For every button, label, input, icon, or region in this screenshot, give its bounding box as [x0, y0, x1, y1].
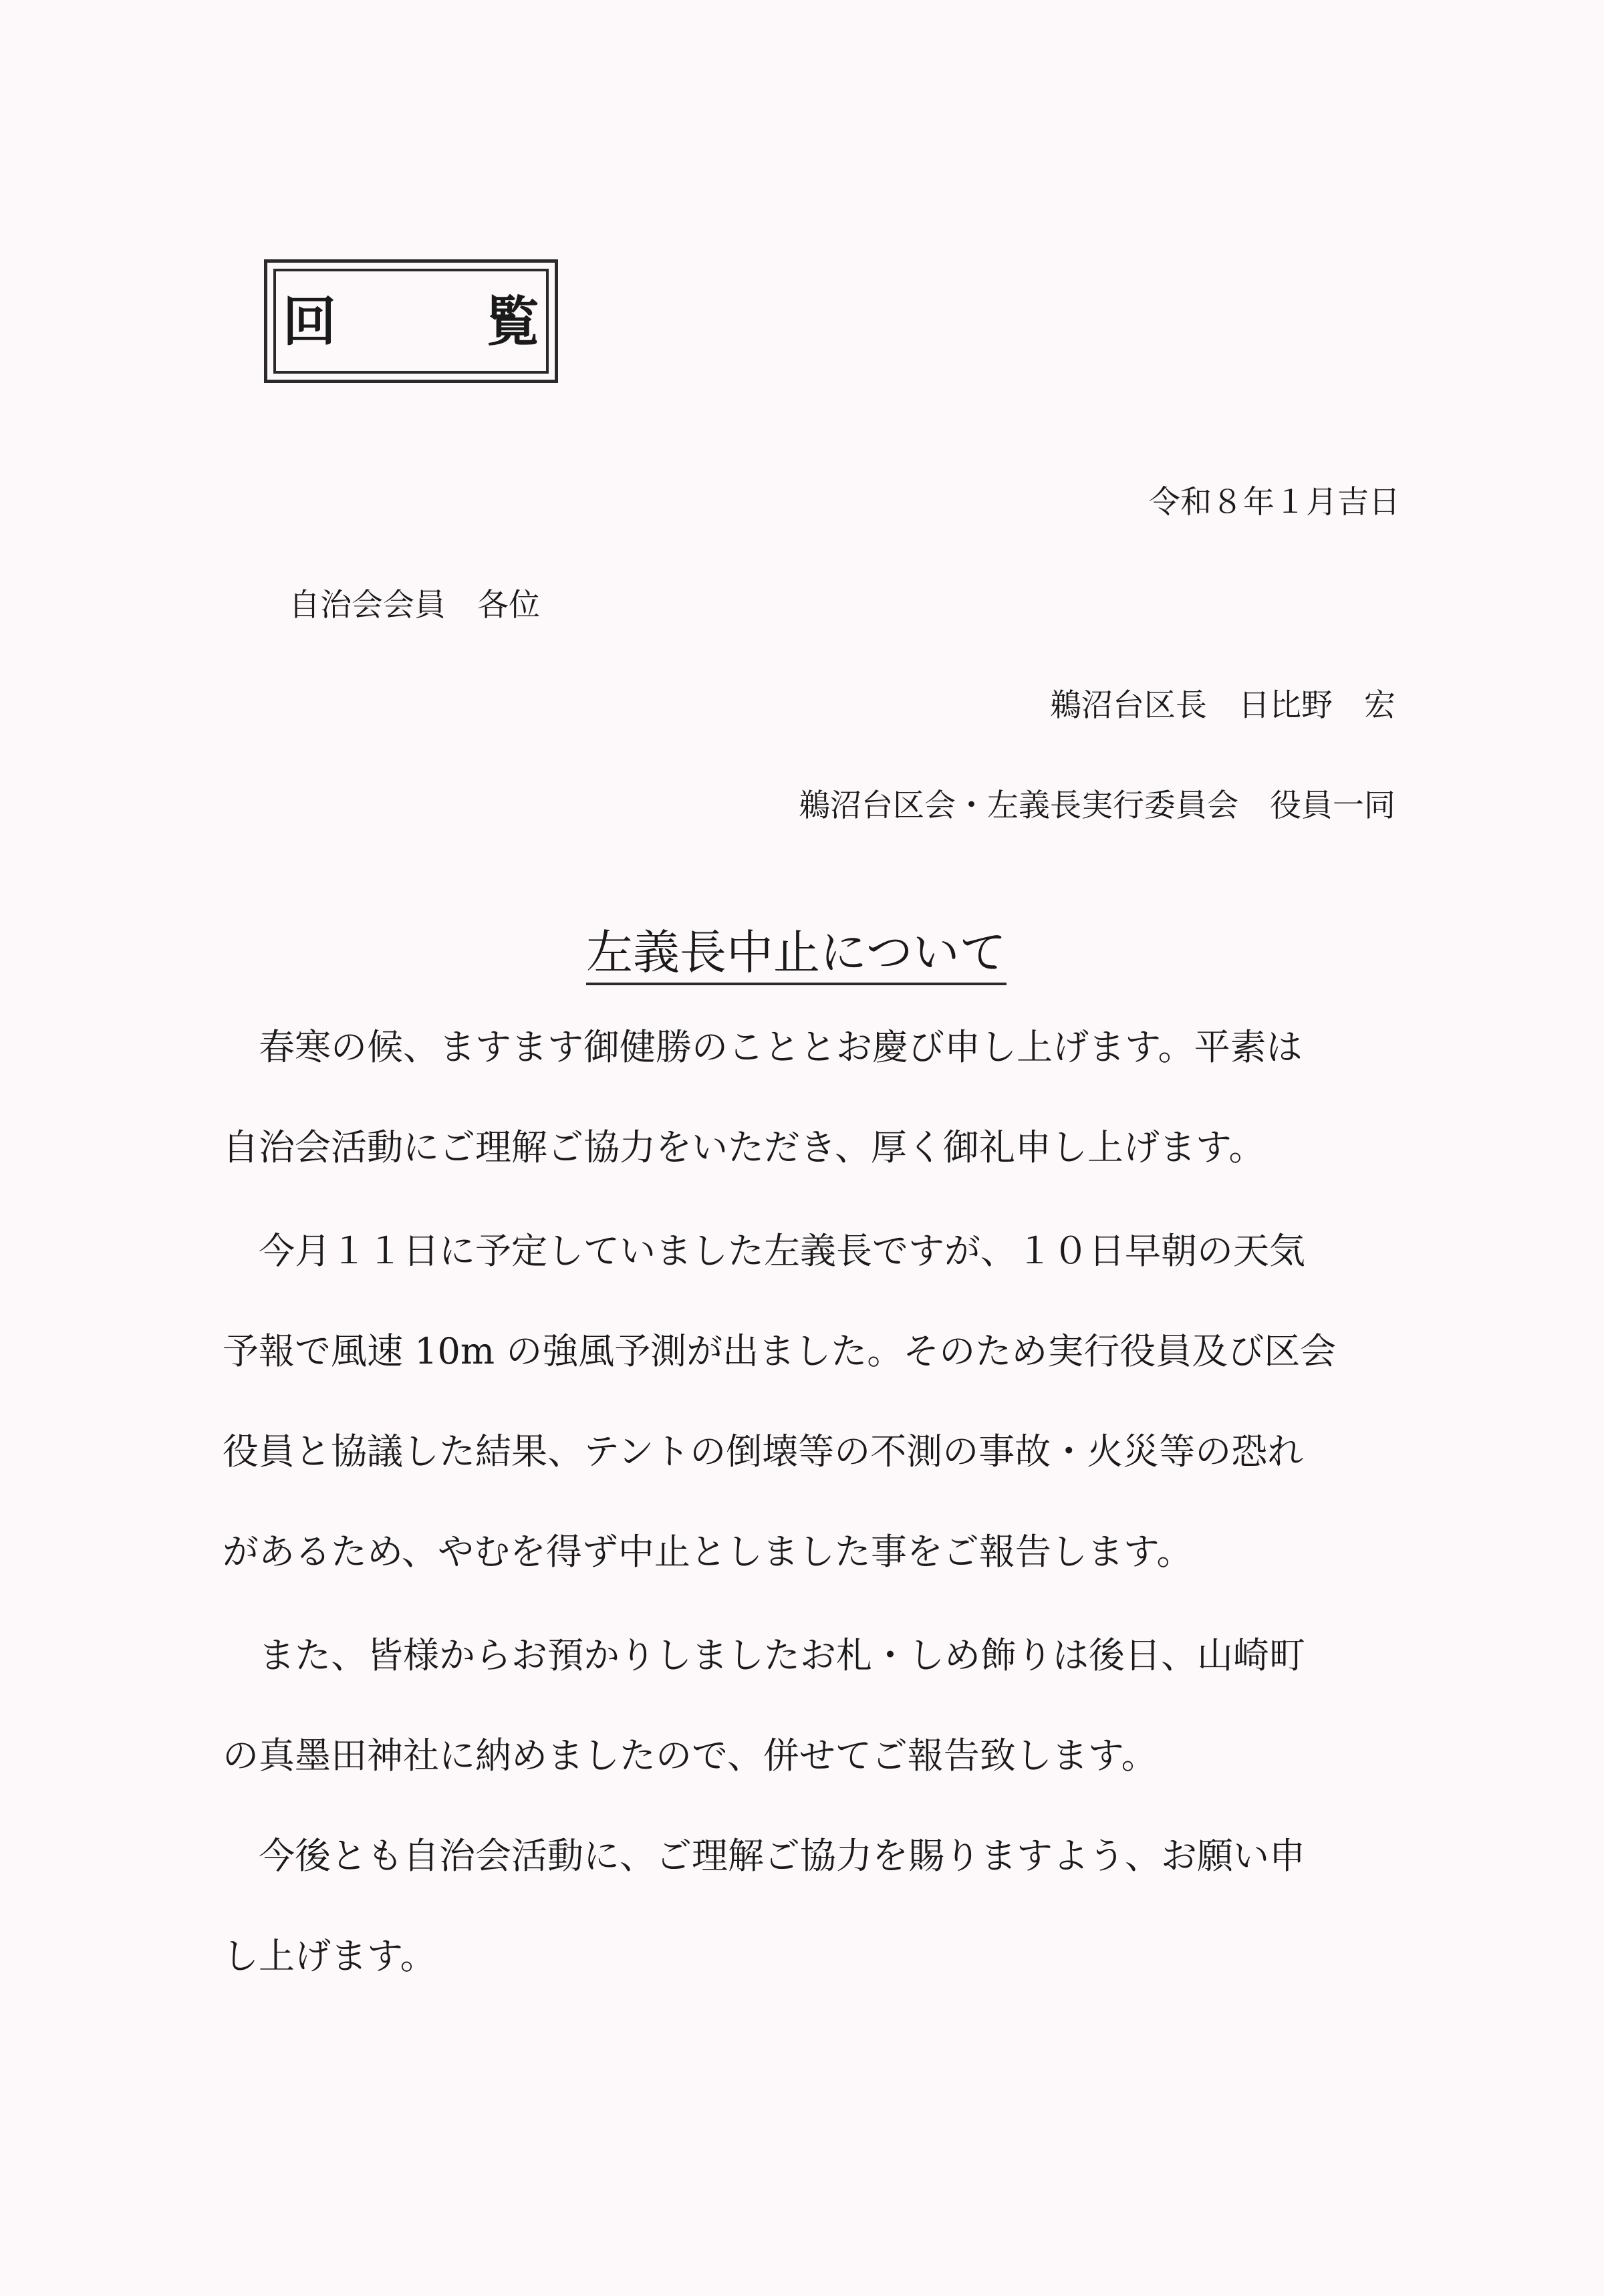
circular-stamp-text: 回 覧	[283, 289, 587, 353]
body-line: 予報で風速 10m の強風予測が出ました。そのため実行役員及び区会	[223, 1330, 1337, 1372]
circular-stamp-inner-border	[273, 269, 587, 374]
body-line: 春寒の候、ますます御健勝のこととお慶び申し上げます。平素は	[223, 1026, 1303, 1068]
body-line: 今後とも自治会活動に、ご理解ご協力を賜りますよう、お願い申	[223, 1835, 1305, 1877]
body-line: があるため、やむを得ず中止としました事をご報告します。	[223, 1531, 1193, 1573]
body-line: 自治会活動にご理解ご協力をいただき、厚く御礼申し上げます。	[223, 1126, 1265, 1168]
sender-committee: 鵜沼台区会・左義長実行委員会 役員一同	[799, 787, 1395, 824]
issue-date: 令和８年１月吉日	[1149, 484, 1400, 521]
body-line: また、皆様からお預かりしましたお札・しめ飾りは後日、山崎町	[223, 1634, 1305, 1676]
body-line: し上げます。	[223, 1935, 436, 1977]
body-line: 役員と協議した結果、テントの倒壊等の不測の事故・火災等の恐れ	[223, 1430, 1304, 1473]
sender-district-head: 鵜沼台区長 日比野 宏	[1050, 687, 1395, 724]
document-title: 左義長中止について	[586, 929, 1007, 985]
recipient: 自治会会員 各位	[289, 587, 540, 624]
circular-stamp	[264, 259, 587, 383]
body-line: の真墨田神社に納めましたので、併せてご報告致します。	[223, 1735, 1158, 1777]
body-line: 今月１１日に予定していました左義長ですが、１０日早朝の天気	[223, 1230, 1305, 1272]
